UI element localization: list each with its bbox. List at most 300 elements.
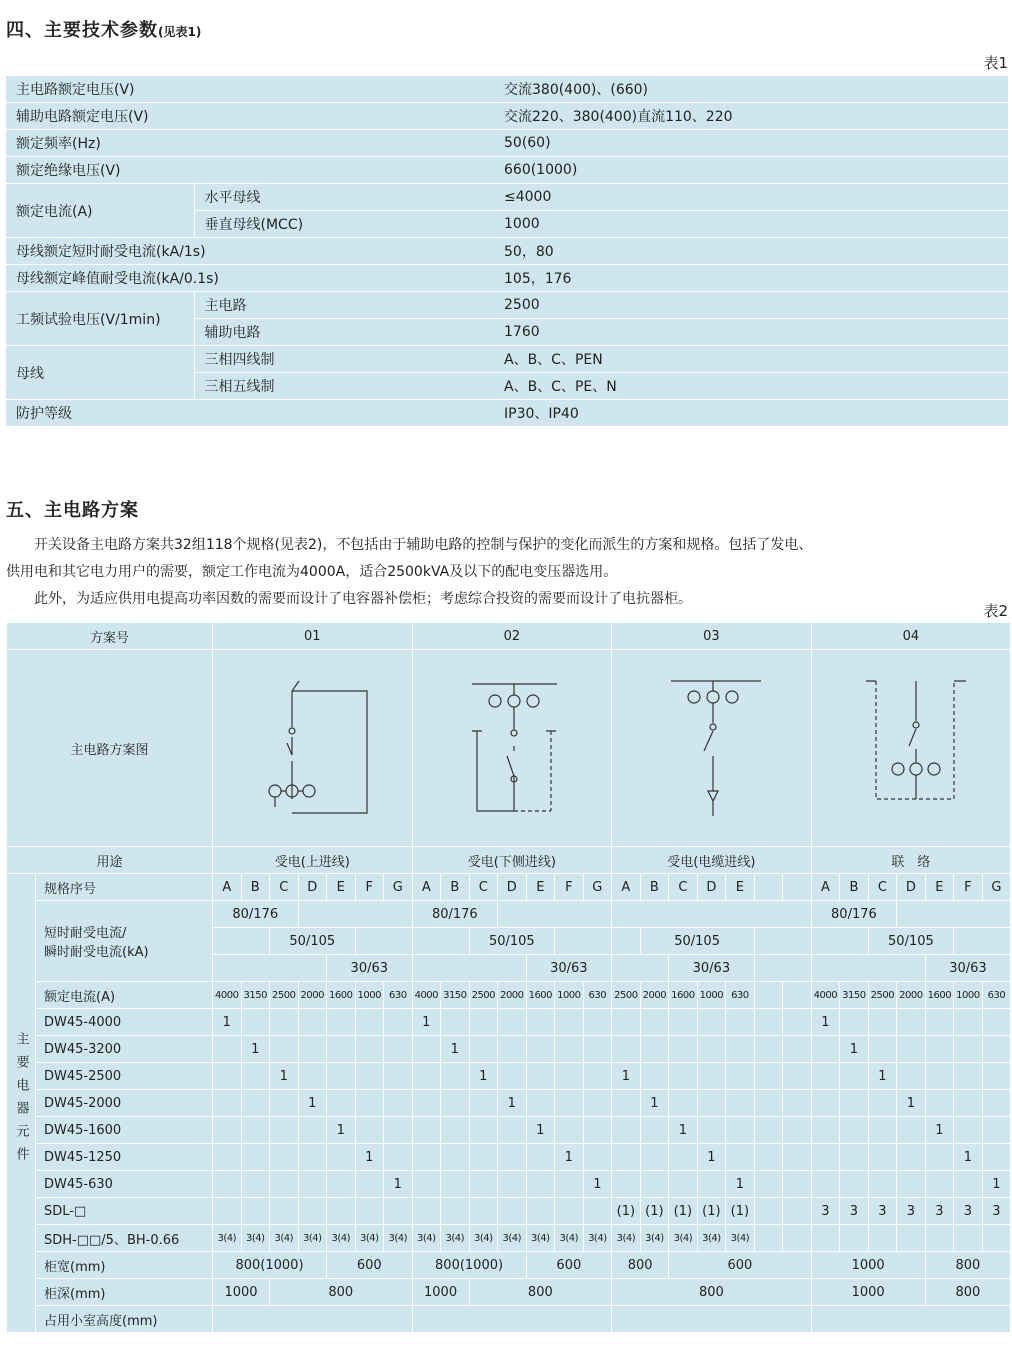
table-row: 母线额定短时耐受电流(kA/1s) 50，80 xyxy=(6,238,1008,265)
table-cell: 2000 xyxy=(498,982,527,1009)
table-cell xyxy=(868,1144,897,1171)
table-cell: 50/105 xyxy=(270,928,356,955)
table-row: 垂直母线(MCC) 1000 xyxy=(6,211,1008,238)
table-cell: 3150 xyxy=(241,982,270,1009)
table-cell xyxy=(241,1063,270,1090)
table-cell xyxy=(925,1063,954,1090)
table-cell xyxy=(840,1117,869,1144)
table-cell: 3 xyxy=(897,1198,926,1225)
diagram-row: 主电路方案图 xyxy=(7,650,1011,847)
table-cell: 1 xyxy=(583,1171,612,1198)
table-cell xyxy=(327,1063,356,1090)
table-cell xyxy=(612,955,669,982)
table-cell xyxy=(583,1198,612,1225)
table-cell xyxy=(412,955,526,982)
table-cell xyxy=(583,1090,612,1117)
table-cell: F xyxy=(355,874,384,901)
table-cell: 1 xyxy=(868,1063,897,1090)
table-cell xyxy=(754,1225,783,1252)
table-cell xyxy=(868,1090,897,1117)
table-cell: B xyxy=(840,874,869,901)
table-cell xyxy=(355,1198,384,1225)
table-cell xyxy=(925,1009,954,1036)
table-cell xyxy=(811,1144,840,1171)
section5-paragraph: 开关设备主电路方案共32组118个规格(见表2)，不包括由于辅助电路的控制与保护的变化而派生的方案和规格。包括了发电、 供用电和其它电力用户的需要，额定工作电流为4000A，适合2500kVA及以下的配电变压器选用。 此外，为适应供用电提高功率因数的需要而设计了电容器补偿柜；考虑综合投资的需要而设计了电抗器柜。 xyxy=(6,537,813,607)
table-cell xyxy=(697,1063,726,1090)
table-cell: 4000 xyxy=(213,982,242,1009)
table-cell xyxy=(469,1117,498,1144)
side-label: 主要电器元件 xyxy=(7,874,36,1333)
table-cell xyxy=(640,1063,669,1090)
table-cell xyxy=(640,1171,669,1198)
table-cell xyxy=(213,955,327,982)
table-cell: 1 xyxy=(498,1090,527,1117)
table-cell xyxy=(754,1171,783,1198)
table-cell: 1 xyxy=(669,1117,698,1144)
table-cell xyxy=(783,1198,812,1225)
sdh-row: SDH-□□/5、BH-0.66 3(4) 3(4) 3(4) 3(4) 3(4) 3(4) 3(4) 3(4) 3(4) 3(4) 3(4) 3(4) 3(4) 3(4) 3(4) 3(4) 3(4) 3(4) 3(4) xyxy=(7,1225,1011,1252)
table-cell xyxy=(726,1117,755,1144)
table-cell: 1 xyxy=(441,1036,470,1063)
table-cell: 4000 xyxy=(811,982,840,1009)
table-cell: 3(4) xyxy=(270,1225,299,1252)
table-cell: B xyxy=(640,874,669,901)
scheme-04-diagram xyxy=(811,650,1011,847)
table-cell: 1 xyxy=(213,1009,242,1036)
table-cell xyxy=(270,1036,299,1063)
depth-row: 柜深(mm) 1000 800 1000 800 800 1000 800 xyxy=(7,1279,1011,1306)
table-cell xyxy=(213,1063,242,1090)
table-cell xyxy=(783,1036,812,1063)
table-cell xyxy=(498,1063,527,1090)
table-cell xyxy=(384,1063,413,1090)
table-cell xyxy=(982,1036,1011,1063)
table-cell: 1 xyxy=(612,1063,641,1090)
table-cell xyxy=(270,1144,299,1171)
table-cell: 1 xyxy=(241,1036,270,1063)
table-cell: D xyxy=(498,874,527,901)
table-cell xyxy=(469,1090,498,1117)
table-cell xyxy=(982,1225,1011,1252)
table-cell: 3(4) xyxy=(469,1225,498,1252)
table-cell xyxy=(754,1063,783,1090)
table-cell: 2000 xyxy=(298,982,327,1009)
table-cell: 1 xyxy=(555,1144,584,1171)
table-cell: 3150 xyxy=(840,982,869,1009)
table-cell xyxy=(241,1117,270,1144)
table-row: 额定绝缘电压(V) 660(1000) xyxy=(6,157,1008,184)
table-cell xyxy=(811,1171,840,1198)
table-cell: 1 xyxy=(811,1009,840,1036)
table-cell xyxy=(754,1036,783,1063)
table-cell xyxy=(384,1090,413,1117)
table-cell: 50/105 xyxy=(469,928,555,955)
table-cell xyxy=(754,1009,783,1036)
table-cell xyxy=(840,1090,869,1117)
table-cell xyxy=(526,1171,555,1198)
table-cell xyxy=(925,1090,954,1117)
table-cell xyxy=(954,1171,983,1198)
table-cell xyxy=(982,1063,1011,1090)
table-cell: 1 xyxy=(840,1036,869,1063)
table-cell xyxy=(327,1171,356,1198)
table-cell xyxy=(669,1036,698,1063)
table-cell xyxy=(982,1144,1011,1171)
table-cell xyxy=(412,1171,441,1198)
table-cell: 1 xyxy=(526,1117,555,1144)
table-cell: F xyxy=(954,874,983,901)
table-cell xyxy=(811,1225,840,1252)
table-cell xyxy=(783,1063,812,1090)
table-cell xyxy=(213,1171,242,1198)
table-cell: 630 xyxy=(982,982,1011,1009)
table-cell xyxy=(897,1144,926,1171)
table-cell: 3(4) xyxy=(669,1225,698,1252)
table-cell xyxy=(412,1198,441,1225)
scheme-row: 方案号 01 02 03 04 xyxy=(7,623,1011,650)
table-cell xyxy=(811,1090,840,1117)
table-cell: G xyxy=(982,874,1011,901)
table-cell xyxy=(811,955,925,982)
table-cell: A xyxy=(811,874,840,901)
table-cell xyxy=(897,1117,926,1144)
table-row: 额定电流(A) 水平母线 ≤4000 xyxy=(6,184,1008,211)
table-cell xyxy=(555,1063,584,1090)
table-cell xyxy=(669,1009,698,1036)
table-cell xyxy=(954,1117,983,1144)
sdl-row: SDL-□ (1) (1) (1) (1) (1) 3 3 3 3 3 3 3 xyxy=(7,1198,1011,1225)
table-cell xyxy=(840,1171,869,1198)
table-cell: (1) xyxy=(726,1198,755,1225)
table-cell: E xyxy=(726,874,755,901)
table-cell xyxy=(555,1171,584,1198)
table-cell xyxy=(840,1009,869,1036)
table-cell xyxy=(270,1117,299,1144)
table-cell xyxy=(555,928,612,955)
table-cell xyxy=(355,1036,384,1063)
table-cell xyxy=(811,1063,840,1090)
table-cell xyxy=(526,1198,555,1225)
table-cell xyxy=(213,1036,242,1063)
table-cell xyxy=(897,1225,926,1252)
table-cell xyxy=(583,1036,612,1063)
table-cell xyxy=(840,1225,869,1252)
table-cell: 30/63 xyxy=(669,955,755,982)
table-cell xyxy=(526,1036,555,1063)
table-cell xyxy=(783,874,812,901)
table-cell xyxy=(754,1144,783,1171)
table-cell: 3(4) xyxy=(441,1225,470,1252)
table-cell: 4000 xyxy=(412,982,441,1009)
table-cell xyxy=(213,1198,242,1225)
table-cell: 1 xyxy=(298,1090,327,1117)
table-cell: 3(4) xyxy=(298,1225,327,1252)
table-cell xyxy=(355,928,412,955)
table-cell xyxy=(498,901,612,928)
table-cell xyxy=(270,1090,299,1117)
table-cell xyxy=(384,1117,413,1144)
table-cell: A xyxy=(412,874,441,901)
table-cell xyxy=(355,1117,384,1144)
table-cell: 30/63 xyxy=(925,955,1011,982)
table-cell: E xyxy=(526,874,555,901)
table-cell xyxy=(469,1144,498,1171)
device-row: DW45-630 1 1 1 1 xyxy=(7,1171,1011,1198)
table-cell xyxy=(241,1171,270,1198)
table-cell xyxy=(384,1198,413,1225)
table-cell xyxy=(726,1036,755,1063)
table-cell xyxy=(640,1036,669,1063)
table-cell xyxy=(868,1225,897,1252)
table-cell xyxy=(441,1117,470,1144)
table-cell xyxy=(982,1090,1011,1117)
table-row: 三相五线制 A、B、C、PE、N xyxy=(6,373,1008,400)
table-cell: 3(4) xyxy=(526,1225,555,1252)
table-cell xyxy=(697,1171,726,1198)
table-cell xyxy=(697,1009,726,1036)
table-cell: C xyxy=(669,874,698,901)
table-cell xyxy=(612,1144,641,1171)
table-cell xyxy=(840,1144,869,1171)
table-cell xyxy=(298,1198,327,1225)
table-cell: 1 xyxy=(697,1144,726,1171)
table-cell xyxy=(412,1063,441,1090)
table-cell xyxy=(783,1009,812,1036)
table-cell xyxy=(298,1009,327,1036)
table-cell: 1 xyxy=(384,1171,413,1198)
table-cell: 1 xyxy=(469,1063,498,1090)
table-cell xyxy=(640,1117,669,1144)
table-cell: 1 xyxy=(982,1171,1011,1198)
table-cell xyxy=(412,1036,441,1063)
table-cell: 2000 xyxy=(897,982,926,1009)
table-cell xyxy=(555,1117,584,1144)
table-cell xyxy=(612,928,641,955)
table-cell xyxy=(868,1009,897,1036)
table-cell xyxy=(783,1117,812,1144)
table-cell xyxy=(840,1063,869,1090)
table-cell xyxy=(726,1063,755,1090)
table-cell: 1 xyxy=(640,1090,669,1117)
table-cell xyxy=(669,1090,698,1117)
table-row: 额定频率(Hz) 50(60) xyxy=(6,130,1008,157)
table-cell xyxy=(811,928,868,955)
table-row: 辅助电路额定电压(V) 交流220、380(400)直流110、220 xyxy=(6,103,1008,130)
table-cell xyxy=(583,1063,612,1090)
table-cell: 3(4) xyxy=(612,1225,641,1252)
table-cell: 50/105 xyxy=(868,928,954,955)
table-cell xyxy=(412,1117,441,1144)
table-row: 辅助电路 1760 xyxy=(6,319,1008,346)
table-cell xyxy=(868,1117,897,1144)
table-cell xyxy=(697,1036,726,1063)
section4-title: 四、主要技术参数(见表1) xyxy=(6,20,202,41)
table-cell: 50/105 xyxy=(640,928,754,955)
table-cell xyxy=(498,1036,527,1063)
table-cell: C xyxy=(469,874,498,901)
table-row: 防护等级 IP30、IP40 xyxy=(6,400,1008,427)
table-cell xyxy=(526,1009,555,1036)
table-cell: 1 xyxy=(897,1090,926,1117)
table-cell xyxy=(897,1171,926,1198)
table-cell xyxy=(213,1090,242,1117)
table-cell: (1) xyxy=(669,1198,698,1225)
table-cell xyxy=(669,1171,698,1198)
table-cell: 1000 xyxy=(555,982,584,1009)
table-cell: 80/176 xyxy=(412,901,498,928)
table-cell xyxy=(526,1144,555,1171)
table-cell: 630 xyxy=(726,982,755,1009)
device-row: DW45-4000 1 1 1 xyxy=(7,1009,1011,1036)
table-cell: 3(4) xyxy=(241,1225,270,1252)
table-cell xyxy=(726,1009,755,1036)
table-cell xyxy=(498,1117,527,1144)
table-cell: D xyxy=(897,874,926,901)
table-cell xyxy=(327,1036,356,1063)
table-cell xyxy=(612,1117,641,1144)
device-row: DW45-3200 1 1 1 xyxy=(7,1036,1011,1063)
table-cell xyxy=(241,1198,270,1225)
table-cell: 80/176 xyxy=(811,901,897,928)
table-cell: E xyxy=(327,874,356,901)
table-cell: D xyxy=(697,874,726,901)
table-cell: 1 xyxy=(954,1144,983,1171)
table-cell: B xyxy=(241,874,270,901)
table-cell xyxy=(783,1225,812,1252)
table-cell xyxy=(612,1009,641,1036)
table-cell xyxy=(412,928,469,955)
table-cell xyxy=(754,1117,783,1144)
table-cell xyxy=(241,1090,270,1117)
table-cell: 1 xyxy=(412,1009,441,1036)
table-cell xyxy=(697,1117,726,1144)
table-cell xyxy=(412,1090,441,1117)
table-cell xyxy=(555,1198,584,1225)
table-cell xyxy=(754,874,783,901)
section5-title: 五、主电路方案 xyxy=(6,500,139,521)
table-cell: F xyxy=(555,874,584,901)
table-cell: A xyxy=(612,874,641,901)
table-cell xyxy=(726,1090,755,1117)
table-cell: C xyxy=(868,874,897,901)
current-row: 额定电流(A) 4000 3150 2500 2000 1600 1000 630 4000 3150 2500 2000 1600 1000 630 2500 2000 1600 1000 630 4000 3150 2500 2000 1600 1000 630 xyxy=(7,982,1011,1009)
table-cell xyxy=(441,1171,470,1198)
scheme-02-diagram xyxy=(412,650,612,847)
table-cell xyxy=(441,1144,470,1171)
table-cell: 3 xyxy=(840,1198,869,1225)
table-cell xyxy=(441,1090,470,1117)
table-cell xyxy=(754,1090,783,1117)
device-row: DW45-2500 1 1 1 1 xyxy=(7,1063,1011,1090)
table-cell xyxy=(498,1144,527,1171)
table-cell xyxy=(783,1171,812,1198)
table-cell: 2500 xyxy=(270,982,299,1009)
table-cell: 3(4) xyxy=(384,1225,413,1252)
table-cell xyxy=(384,1036,413,1063)
table-cell xyxy=(783,1144,812,1171)
table-cell: (1) xyxy=(697,1198,726,1225)
width-row: 柜宽(mm) 800(1000) 600 800(1000) 600 800 600 1000 800 xyxy=(7,1252,1011,1279)
table-cell xyxy=(298,1063,327,1090)
table-cell: 1600 xyxy=(925,982,954,1009)
table-cell xyxy=(925,1144,954,1171)
table-cell xyxy=(697,1090,726,1117)
table-row: 母线 三相四线制 A、B、C、PEN xyxy=(6,346,1008,373)
table-cell: G xyxy=(583,874,612,901)
scheme-01-diagram xyxy=(213,650,413,847)
table-cell xyxy=(754,1198,783,1225)
table-cell: 1600 xyxy=(327,982,356,1009)
table-cell: 1000 xyxy=(355,982,384,1009)
table-cell xyxy=(954,1009,983,1036)
table-cell xyxy=(213,1144,242,1171)
table-cell xyxy=(498,1009,527,1036)
table-cell xyxy=(583,1144,612,1171)
table-cell: 630 xyxy=(583,982,612,1009)
table-cell xyxy=(327,1144,356,1171)
table-cell: 30/63 xyxy=(327,955,413,982)
table-cell xyxy=(754,955,811,982)
table-cell: 1000 xyxy=(697,982,726,1009)
table-cell xyxy=(669,1063,698,1090)
table-cell xyxy=(441,1063,470,1090)
table-cell: 3(4) xyxy=(355,1225,384,1252)
table-cell xyxy=(954,1090,983,1117)
table-cell: A xyxy=(213,874,242,901)
table-cell xyxy=(327,1090,356,1117)
table-cell xyxy=(868,1036,897,1063)
table-cell xyxy=(726,1144,755,1171)
table-cell xyxy=(498,1171,527,1198)
table-cell xyxy=(954,1036,983,1063)
table-cell xyxy=(298,901,412,928)
table-cell xyxy=(355,1063,384,1090)
table-cell: G xyxy=(384,874,413,901)
table-cell: 3(4) xyxy=(640,1225,669,1252)
table-row: 工频试验电压(V/1min) 主电路 2500 xyxy=(6,292,1008,319)
usage-row: 用途 受电(上进线) 受电(下侧进线) 受电(电缆进线) 联 络 xyxy=(7,847,1011,874)
table-cell xyxy=(897,1009,926,1036)
table-cell: 3(4) xyxy=(697,1225,726,1252)
table-cell: 3 xyxy=(811,1198,840,1225)
table-cell xyxy=(355,1171,384,1198)
table-cell xyxy=(925,1036,954,1063)
table-cell: 1 xyxy=(925,1117,954,1144)
table-cell xyxy=(612,901,812,928)
table-cell: C xyxy=(270,874,299,901)
table-cell xyxy=(384,1144,413,1171)
table-cell xyxy=(811,1117,840,1144)
table-cell: 3 xyxy=(925,1198,954,1225)
table-cell xyxy=(355,1090,384,1117)
table-cell xyxy=(583,1009,612,1036)
table-cell: 3 xyxy=(954,1198,983,1225)
device-row: DW45-1250 1 1 1 1 xyxy=(7,1144,1011,1171)
table-cell: 3(4) xyxy=(213,1225,242,1252)
table-cell xyxy=(954,1225,983,1252)
table-cell: 3150 xyxy=(441,982,470,1009)
table-cell: D xyxy=(298,874,327,901)
table-cell xyxy=(868,1171,897,1198)
table-cell xyxy=(213,1117,242,1144)
table-cell xyxy=(384,1009,413,1036)
table-cell xyxy=(412,1144,441,1171)
table-row: 母线额定峰值耐受电流(kA/0.1s) 105，176 xyxy=(6,265,1008,292)
table-cell xyxy=(469,1009,498,1036)
table-cell xyxy=(897,901,1011,928)
table-cell: 3(4) xyxy=(412,1225,441,1252)
table-cell xyxy=(669,1144,698,1171)
